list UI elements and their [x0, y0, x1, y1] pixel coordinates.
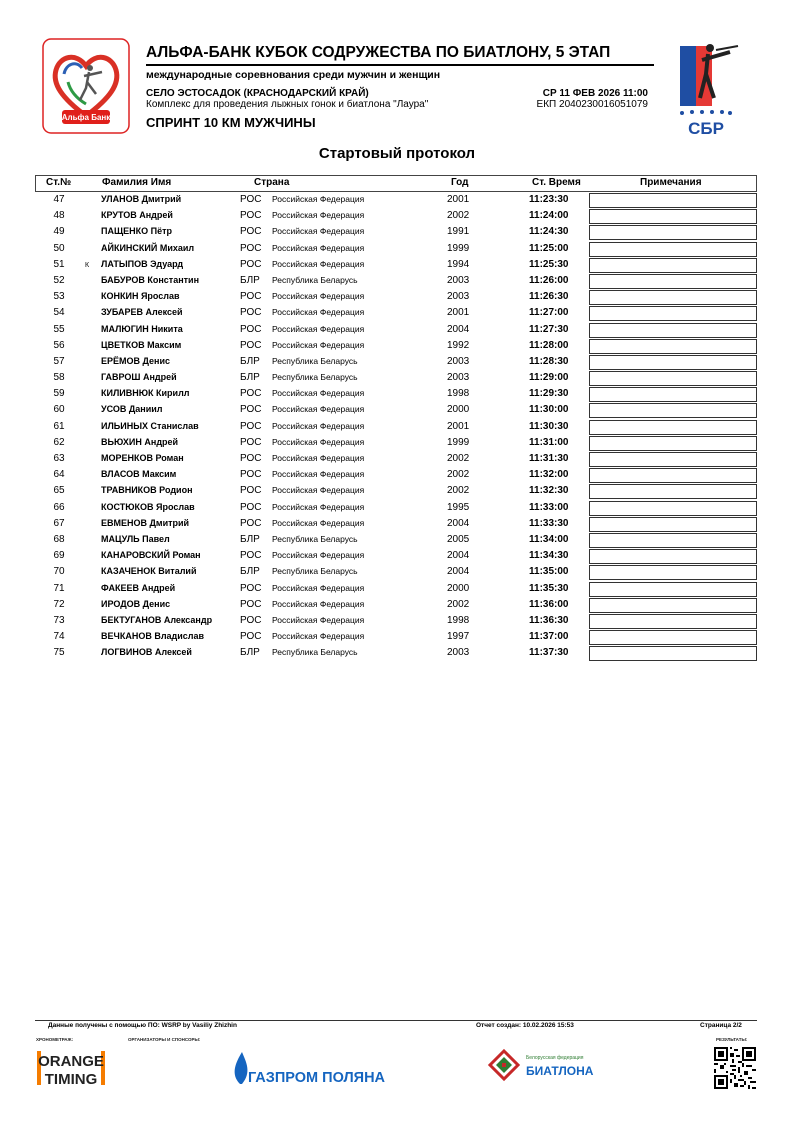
country-code: БЛР [240, 372, 260, 384]
table-row [35, 532, 757, 548]
country-code: РОС [240, 517, 262, 529]
start-time: 11:32:00 [529, 469, 569, 481]
start-number: 69 [53, 550, 65, 562]
country-code: БЛР [240, 647, 260, 659]
notes-field[interactable] [589, 306, 757, 321]
table-row [35, 402, 757, 418]
table-row [35, 338, 757, 354]
notes-field[interactable] [589, 387, 757, 402]
athlete-name: ТРАВНИКОВ Родион [101, 485, 193, 496]
start-time: 11:37:00 [529, 631, 569, 643]
alfa-bank-logo-text: Альфа Банк [61, 113, 111, 122]
athlete-name: КОНКИН Ярослав [101, 291, 180, 302]
country-code: БЛР [240, 355, 260, 367]
birth-year: 2002 [447, 598, 470, 610]
athlete-name: ГАВРОШ Андрей [101, 372, 177, 383]
start-number: 64 [53, 469, 65, 481]
country-name: Республика Беларусь [272, 566, 358, 577]
start-number: 68 [53, 533, 65, 545]
notes-field[interactable] [589, 242, 757, 257]
start-time: 11:24:30 [529, 226, 569, 238]
country-code: РОС [240, 453, 262, 464]
start-time: 11:28:30 [529, 355, 569, 367]
table-row [35, 645, 757, 661]
athlete-name: ПАЩЕНКО Пётр [101, 226, 173, 237]
athlete-name: КРУТОВ Андрей [101, 210, 173, 221]
country-name: Российская Федерация [272, 420, 365, 431]
athlete-name: ВЬЮХИН Андрей [101, 436, 179, 447]
country-code: РОС [240, 210, 262, 222]
athlete-mark: К [85, 261, 90, 269]
timing-label: ХРОНОМЕТРАЖ: [36, 1037, 74, 1042]
venue-complex: Комплекс для проведения лыжных гонок и биатлона "Лаура" [146, 99, 429, 110]
start-number: 71 [53, 582, 65, 594]
qr-code[interactable] [714, 1047, 756, 1089]
birth-year: 1992 [447, 339, 470, 351]
table-row [35, 435, 757, 451]
notes-field[interactable] [589, 209, 757, 224]
athlete-name: ЕВМЕНОВ Дмитрий [101, 517, 190, 528]
belarus-federation-small: Белорусская федерация [526, 1055, 584, 1061]
column-header-year: Год [451, 177, 469, 188]
country-code: РОС [240, 598, 262, 610]
table-row [35, 419, 757, 435]
country-code: РОС [240, 242, 262, 254]
start-number: 48 [53, 210, 65, 222]
athlete-name: ЕРЁМОВ Денис [101, 355, 171, 366]
country-name: Российская Федерация [272, 469, 365, 480]
orange-timing-line2: TIMING [44, 1071, 98, 1088]
birth-year: 2003 [447, 647, 470, 659]
country-code: БЛР [240, 274, 260, 286]
country-name: Российская Федерация [272, 226, 365, 237]
table-row [35, 597, 757, 613]
notes-field[interactable] [589, 225, 757, 240]
birth-year: 2002 [447, 453, 470, 464]
start-number: 66 [53, 501, 65, 513]
start-number: 70 [53, 566, 65, 578]
country-code: РОС [240, 614, 262, 626]
birth-year: 2003 [447, 291, 470, 303]
birth-year: 2000 [447, 404, 470, 416]
birth-year: 2004 [447, 517, 470, 529]
start-time: 11:33:00 [529, 501, 569, 513]
report-created: Отчет создан: 10.02.2026 15:53 [476, 1022, 574, 1029]
athlete-name: ЛОГВИНОВ Алексей [101, 647, 192, 658]
table-row [35, 354, 757, 370]
country-code: РОС [240, 485, 262, 497]
start-time: 11:35:00 [529, 566, 569, 578]
notes-field[interactable] [589, 371, 757, 386]
event-name: СПРИНТ 10 КМ МУЖЧИНЫ [146, 115, 316, 130]
athlete-name: ЗУБАРЕВ Алексей [101, 307, 183, 318]
athlete-name: МАЛЮГИН Никита [101, 323, 183, 334]
start-number: 54 [53, 307, 65, 319]
athlete-name: ВЕЧКАНОВ Владислав [101, 631, 205, 642]
notes-field[interactable] [589, 323, 757, 338]
country-code: РОС [240, 550, 262, 562]
country-name: Республика Беларусь [272, 372, 358, 383]
birth-year: 2003 [447, 274, 470, 286]
country-name: Российская Федерация [272, 550, 365, 561]
notes-field[interactable] [589, 484, 757, 499]
notes-field[interactable] [589, 403, 757, 418]
birth-year: 2003 [447, 372, 470, 384]
ekp-code: ЕКП 2040230016051079 [536, 99, 648, 110]
country-code: БЛР [240, 533, 260, 545]
birth-year: 2001 [447, 307, 470, 319]
notes-field[interactable] [589, 193, 757, 208]
country-name: Республика Беларусь [272, 274, 358, 285]
column-header-num: Ст.№ [46, 177, 72, 188]
start-number: 58 [53, 372, 65, 384]
birth-year: 2001 [447, 194, 470, 205]
notes-field[interactable] [589, 614, 757, 629]
notes-field[interactable] [589, 420, 757, 435]
athlete-name: КОСТЮКОВ Ярослав [101, 501, 195, 512]
birth-year: 2004 [447, 550, 470, 562]
country-code: РОС [240, 631, 262, 643]
table-row [35, 386, 757, 402]
birth-year: 2002 [447, 210, 470, 222]
footer-divider [35, 1020, 757, 1021]
start-number: 65 [53, 485, 65, 497]
birth-year: 1994 [447, 258, 470, 270]
table-row [35, 322, 757, 338]
start-time: 11:35:30 [529, 582, 569, 594]
results-label: РЕЗУЛЬТАТЫ: [716, 1037, 748, 1042]
country-code: РОС [240, 226, 262, 238]
country-name: Российская Федерация [272, 307, 365, 318]
start-number: 50 [53, 242, 65, 254]
country-code: РОС [240, 307, 262, 319]
start-time: 11:29:00 [529, 372, 569, 384]
country-name: Российская Федерация [272, 388, 365, 399]
table-row [35, 564, 757, 580]
table-row [35, 451, 757, 467]
country-code: РОС [240, 339, 262, 351]
country-name: Российская Федерация [272, 517, 365, 528]
start-time: 11:26:00 [529, 274, 569, 286]
athlete-name: ЛАТЫПОВ Эдуард [101, 258, 184, 269]
country-name: Российская Федерация [272, 631, 365, 642]
orange-timing-logo [37, 1047, 107, 1089]
venue: СЕЛО ЭСТОСАДОК (КРАСНОДАРСКИЙ КРАЙ) [146, 88, 369, 99]
start-time: 11:34:30 [529, 550, 569, 562]
column-header-name: Фамилия Имя [102, 177, 172, 188]
start-time: 11:31:00 [529, 436, 569, 448]
start-time: 11:25:00 [529, 242, 569, 254]
country-name: Российская Федерация [272, 598, 365, 609]
table-row [35, 548, 757, 564]
notes-field[interactable] [589, 517, 757, 532]
start-time: 11:28:00 [529, 339, 569, 351]
organizers-label: ОРГАНИЗАТОРЫ И СПОНСОРЫ: [128, 1037, 201, 1042]
column-header-notes: Примечания [640, 177, 702, 188]
birth-year: 1999 [447, 436, 470, 448]
start-number: 60 [53, 404, 65, 416]
athlete-name: ИРОДОВ Денис [101, 598, 171, 609]
start-time: 11:27:00 [529, 307, 569, 319]
start-time: 11:29:30 [529, 388, 569, 400]
athlete-name: БЕКТУГАНОВ Александр [101, 614, 213, 625]
start-number: 73 [53, 614, 65, 626]
country-name: Российская Федерация [272, 242, 365, 253]
start-time: 11:31:30 [529, 453, 569, 464]
country-code: РОС [240, 404, 262, 416]
athlete-name: КАНАРОВСКИЙ Роман [101, 550, 201, 561]
sbr-logo-text: СБР [688, 119, 724, 138]
birth-year: 2005 [447, 533, 470, 545]
athlete-name: УСОВ Даниил [101, 404, 163, 415]
table-row [35, 370, 757, 386]
orange-timing-line1: ORANGE [38, 1053, 104, 1070]
birth-year: 2002 [447, 485, 470, 497]
belarus-federation-text: БИАТЛОНА [526, 1064, 594, 1078]
table-row [35, 467, 757, 483]
gazprom-logo-text: ГАЗПРОМ ПОЛЯНА [248, 1070, 386, 1086]
country-name: Российская Федерация [272, 485, 365, 496]
start-number: 52 [53, 274, 65, 286]
athlete-name: ЦВЕТКОВ Максим [101, 339, 182, 350]
country-name: Республика Беларусь [272, 355, 358, 366]
data-source-note: Данные получены с помощью ПО: WSRP by Vasiliy Zhizhin [48, 1022, 237, 1029]
notes-field[interactable] [589, 646, 757, 661]
sbr-logo [672, 38, 740, 138]
notes-field[interactable] [589, 468, 757, 483]
birth-year: 2002 [447, 469, 470, 481]
start-time: 11:25:30 [529, 258, 569, 270]
start-time: 11:30:00 [529, 404, 569, 416]
athlete-name: УЛАНОВ Дмитрий [101, 194, 182, 204]
belarus-biathlon-logo [486, 1047, 592, 1087]
table-row [35, 289, 757, 305]
notes-field[interactable] [589, 533, 757, 548]
table-row [35, 192, 757, 208]
alfa-bank-logo [42, 38, 130, 134]
start-time: 11:23:30 [529, 194, 569, 205]
start-number: 62 [53, 436, 65, 448]
table-row [35, 483, 757, 499]
start-number: 74 [53, 631, 65, 643]
start-time: 11:36:30 [529, 614, 569, 626]
birth-year: 1998 [447, 388, 470, 400]
notes-field[interactable] [589, 582, 757, 597]
notes-field[interactable] [589, 501, 757, 516]
birth-year: 1995 [447, 501, 470, 513]
notes-field[interactable] [589, 290, 757, 305]
birth-year: 2001 [447, 420, 470, 432]
notes-field[interactable] [589, 565, 757, 580]
page-number: Страница 2/2 [700, 1022, 742, 1029]
birth-year: 2004 [447, 323, 470, 335]
athlete-name: ИЛЬИНЫХ Станислав [101, 420, 199, 431]
column-header-time: Ст. Время [532, 177, 581, 188]
athlete-name: КИЛИВНЮК Кирилл [101, 388, 190, 399]
country-name: Российская Федерация [272, 194, 365, 204]
table-row [35, 257, 757, 273]
birth-year: 1997 [447, 631, 470, 643]
start-time: 11:37:30 [529, 647, 569, 659]
country-name: Российская Федерация [272, 339, 365, 350]
athlete-name: МАЦУЛЬ Павел [101, 533, 170, 544]
start-number: 61 [53, 420, 65, 432]
birth-year: 1991 [447, 226, 470, 238]
start-time: 11:36:00 [529, 598, 569, 610]
competition-subtitle: международные соревнования среди мужчин и женщин [146, 69, 441, 81]
start-number: 51 [53, 258, 65, 270]
country-name: Российская Федерация [272, 258, 365, 269]
country-name: Российская Федерация [272, 582, 365, 593]
start-time: 11:27:30 [529, 323, 569, 335]
country-name: Российская Федерация [272, 210, 365, 221]
notes-field[interactable] [589, 452, 757, 467]
notes-field[interactable] [589, 549, 757, 564]
athlete-name: ВЛАСОВ Максим [101, 469, 177, 480]
start-list-table [35, 175, 757, 661]
notes-field[interactable] [589, 258, 757, 273]
athlete-name: АЙКИНСКИЙ Михаил [101, 242, 195, 253]
table-row [35, 224, 757, 240]
table-header [35, 175, 757, 192]
start-time: 11:32:30 [529, 485, 569, 497]
country-name: Российская Федерация [272, 323, 365, 334]
notes-field[interactable] [589, 436, 757, 451]
table-row [35, 581, 757, 597]
birth-year: 2003 [447, 355, 470, 367]
birth-year: 2000 [447, 582, 470, 594]
start-number: 49 [53, 226, 65, 238]
country-code: РОС [240, 501, 262, 513]
start-number: 56 [53, 339, 65, 351]
page-title: АЛЬФА-БАНК КУБОК СОДРУЖЕСТВА ПО БИАТЛОНУ, 5 ЭТАП [146, 44, 611, 61]
start-number: 57 [53, 355, 65, 367]
athlete-name: ФАКЕЕВ Андрей [101, 582, 176, 593]
country-code: РОС [240, 582, 262, 594]
country-code: БЛР [240, 566, 260, 578]
column-header-country: Страна [254, 177, 290, 188]
table-body [35, 192, 757, 661]
notes-field[interactable] [589, 274, 757, 289]
country-code: РОС [240, 420, 262, 432]
country-code: РОС [240, 469, 262, 481]
start-time: 11:34:00 [529, 533, 569, 545]
country-name: Российская Федерация [272, 453, 365, 463]
country-code: РОС [240, 291, 262, 303]
start-number: 59 [53, 388, 65, 400]
start-number: 67 [53, 517, 65, 529]
event-datetime: СР 11 ФЕВ 2026 11:00 [542, 88, 648, 99]
document-title: Стартовый протокол [318, 145, 476, 162]
start-time: 11:33:30 [529, 517, 569, 529]
table-row [35, 241, 757, 257]
country-code: РОС [240, 258, 262, 270]
start-number: 47 [53, 194, 65, 205]
table-row [35, 305, 757, 321]
notes-field[interactable] [589, 630, 757, 645]
start-time: 11:26:30 [529, 291, 569, 303]
table-row [35, 516, 757, 532]
start-number: 63 [53, 453, 65, 464]
country-name: Российская Федерация [272, 614, 365, 625]
table-row [35, 273, 757, 289]
birth-year: 1998 [447, 614, 470, 626]
start-number: 53 [53, 291, 65, 303]
country-code: РОС [240, 323, 262, 335]
start-number: 75 [53, 647, 65, 659]
notes-field[interactable] [589, 355, 757, 370]
country-name: Российская Федерация [272, 404, 365, 415]
notes-field[interactable] [589, 598, 757, 613]
country-code: РОС [240, 388, 262, 400]
notes-field[interactable] [589, 339, 757, 354]
athlete-name: КАЗАЧЕНОК Виталий [101, 566, 197, 577]
country-name: Республика Беларусь [272, 533, 358, 544]
gazprom-polyana-logo [230, 1048, 386, 1088]
country-code: РОС [240, 194, 262, 205]
country-name: Российская Федерация [272, 436, 365, 447]
athlete-name: МОРЕНКОВ Роман [101, 453, 184, 463]
country-name: Российская Федерация [272, 501, 365, 512]
table-row [35, 613, 757, 629]
table-row [35, 208, 757, 224]
title-divider [146, 64, 654, 66]
start-time: 11:24:00 [529, 210, 569, 222]
start-time: 11:30:30 [529, 420, 569, 432]
country-name: Республика Беларусь [272, 647, 358, 658]
athlete-name: БАБУРОВ Константин [101, 274, 200, 285]
birth-year: 2004 [447, 566, 470, 578]
country-name: Российская Федерация [272, 291, 365, 302]
start-number: 72 [53, 598, 65, 610]
country-code: РОС [240, 436, 262, 448]
birth-year: 1999 [447, 242, 470, 254]
start-number: 55 [53, 323, 65, 335]
table-row [35, 629, 757, 645]
table-row [35, 500, 757, 516]
